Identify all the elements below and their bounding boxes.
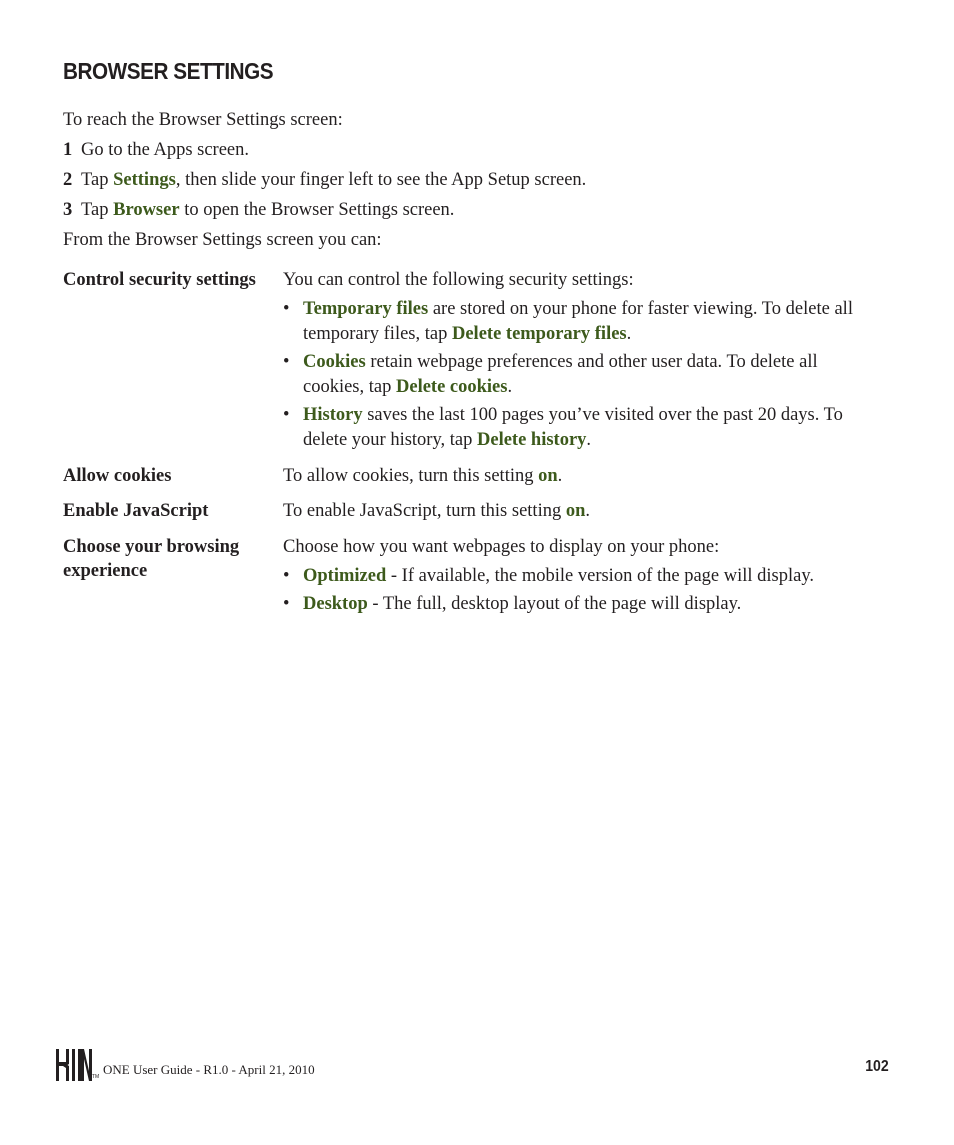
desc-text: To allow cookies, turn this setting [283,466,539,486]
step-text: Go to the Apps screen. [81,140,250,160]
desc-browsing-experience: Choose how you want webpages to display on your phone: [283,537,720,557]
step-number: 2 [63,170,73,190]
step-1 [63,140,249,161]
term-enable-javascript: Enable JavaScript [63,501,209,521]
browser-link: Browser [113,200,180,220]
term-allow-cookies: Allow cookies [63,466,172,486]
bullet-text: retain webpage preferences and other user data. To delete all cookies, tap [303,352,818,397]
step-text: to open the Browser Settings screen. [179,200,455,220]
bullet-text: saves the last 100 pages you’ve visited over the past 20 days. To delete your history, tap [303,405,843,450]
step-text: , then slide your finger left to see the App Setup screen. [175,170,587,190]
desc-text: To enable JavaScript, turn this setting [283,501,566,521]
list-item [283,350,883,400]
term-browsing-experience: Choose your browsing experience [63,537,240,581]
delete-temporary-files-term: Delete temporary files [451,324,627,344]
step-text: Tap [81,170,114,190]
on-value: on [565,501,586,521]
desc-security: You can control the following security settings: [283,270,634,290]
delete-cookies-term: Delete cookies [396,377,508,397]
bullet-text: - The full, desktop layout of the page will display. [367,594,742,614]
step-3 [63,200,454,221]
on-value: on [538,466,558,486]
list-item [283,297,883,347]
delete-history-term: Delete history [477,430,587,450]
list-item [283,403,883,453]
cookies-term: Cookies [303,352,366,372]
bullet-text: . [586,430,592,450]
bullet-icon: • [283,566,290,586]
bullet-text: . [626,324,632,344]
page-title: BROWSER SETTINGS [63,58,274,84]
bullet-icon: • [283,405,290,425]
bullet-text: . [507,377,513,397]
list-item [283,564,883,589]
from-text: From the Browser Settings screen you can: [63,230,382,250]
page-number: 102 [865,1058,889,1075]
trademark-label: TM [92,1074,100,1080]
bullet-icon: • [283,352,290,372]
step-number: 3 [63,200,73,220]
settings-link: Settings [113,170,176,190]
list-item [283,592,883,617]
temporary-files-term: Temporary files [303,299,429,319]
footer-guide-text: ONE User Guide - R1.0 - April 21, 2010 [103,1062,315,1077]
desc-text: . [585,501,591,521]
bullet-text: - If available, the mobile version of the page will display. [386,566,815,586]
step-text: Tap [81,200,114,220]
step-number: 1 [63,140,73,160]
history-term: History [303,405,363,425]
desc-enable-javascript [283,499,883,523]
kin-logo-icon [56,1047,92,1081]
bullet-text: are stored on your phone for faster viewing. To delete all temporary files, tap [303,299,853,344]
desc-text: . [557,466,563,486]
optimized-term: Optimized [303,566,387,586]
intro-text: To reach the Browser Settings screen: [63,110,343,130]
bullet-icon: • [283,594,290,614]
term-security: Control security settings [63,270,256,290]
bullet-icon: • [283,299,290,319]
desc-allow-cookies [283,464,883,488]
step-2 [63,170,586,191]
desktop-term: Desktop [303,594,368,614]
